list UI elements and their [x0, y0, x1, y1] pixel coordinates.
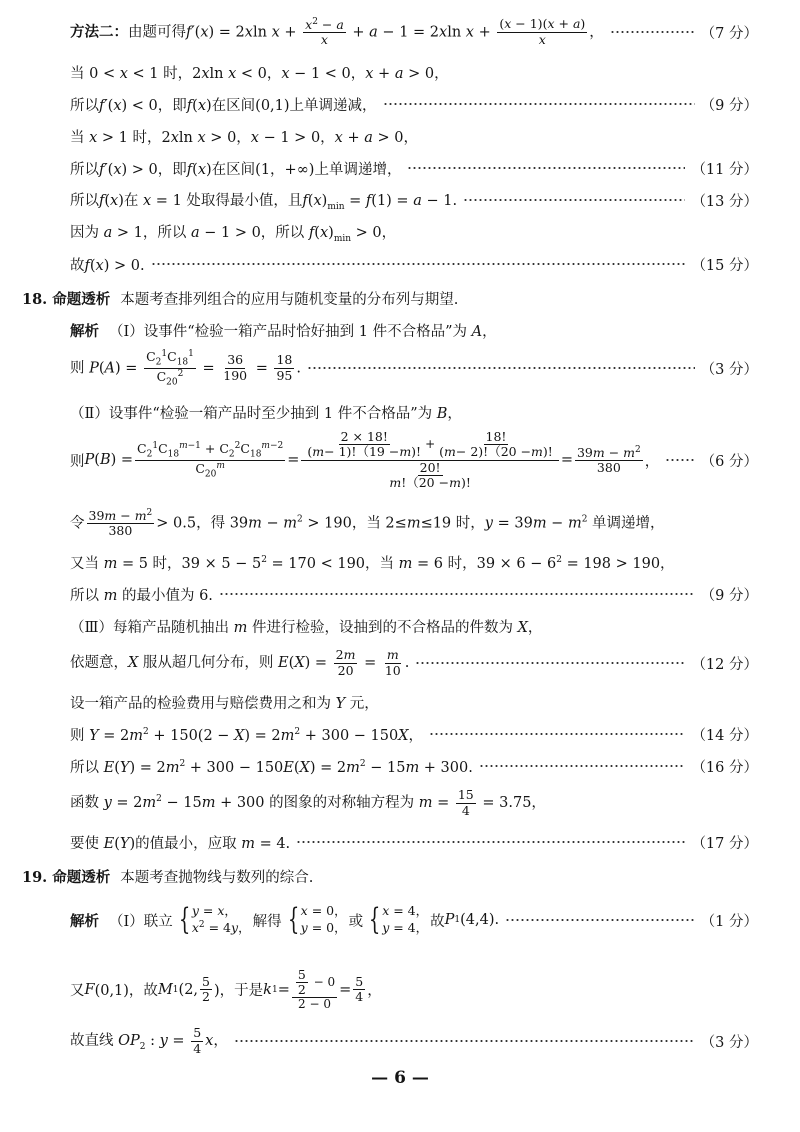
line-positive-min — [70, 218, 758, 246]
line-prob-a — [70, 350, 758, 386]
score-label: （11 分） — [691, 161, 758, 178]
line-text: 所以 m 的最小值为 6. — [70, 587, 213, 604]
dot-leader — [219, 593, 695, 595]
score-label: （3 分） — [700, 361, 758, 378]
score-label: （16 分） — [691, 759, 758, 776]
score-label: （7 分） — [700, 25, 758, 42]
line-axis-symmetry — [70, 786, 758, 820]
dot-leader — [151, 263, 686, 265]
section-19-heading — [22, 862, 758, 890]
dot-leader — [383, 103, 695, 105]
line-part3 — [70, 612, 758, 640]
score-label: （14 分） — [691, 727, 758, 744]
line-text: 函数 $y = 2m^2 - 15m + 300$ 的图象的对称轴方程为 m = $\frac{15}{4}$ = 3.75， — [70, 787, 546, 818]
score-label: （9 分） — [700, 587, 758, 604]
line-min-m — [70, 580, 758, 608]
line-define-y — [70, 688, 758, 716]
score-label: （15 分） — [691, 257, 758, 274]
section-label: 19. 命题透析 — [22, 868, 111, 886]
line-text: 则 $Y = 2m^2 + 150(2 - X) = 2m^2 + 300 - 150X$， — [70, 726, 424, 744]
analysis-label: 解析 — [70, 322, 99, 340]
dot-leader — [429, 733, 685, 735]
dot-leader — [407, 167, 685, 169]
section-18-heading — [22, 284, 758, 312]
dot-leader — [479, 765, 686, 767]
dot-leader — [296, 841, 685, 843]
line-decreasing — [70, 90, 758, 118]
line-text: 依题意，X 服从超几何分布，则 E(X) = $\frac{2m}{20}$ = $\frac{m}{10}$ . — [70, 647, 410, 678]
line-system — [70, 898, 758, 942]
line-conclusion-17 — [70, 250, 758, 278]
line-text: （Ⅱ）设事件“检验一箱产品时至少抽到 1 件不合格品”为 B， — [70, 405, 462, 422]
score-label: （3 分） — [700, 1034, 758, 1051]
section-label: 18. 命题透析 — [22, 290, 111, 308]
line-prob-b — [70, 428, 758, 492]
line-inequality — [70, 506, 758, 540]
score-label: （12 分） — [691, 656, 758, 673]
line-text: 本题考查排列组合的应用与随机变量的分布列与期望. — [120, 291, 459, 308]
line-expectation-x — [70, 646, 758, 680]
analysis-label: 解析 — [70, 912, 99, 930]
line-case-lt1 — [70, 58, 758, 86]
dot-leader — [415, 662, 685, 664]
line-expectation-y — [70, 752, 758, 780]
dot-leader — [463, 199, 685, 201]
score-label: （1 分） — [700, 913, 758, 930]
line-text: 则 P(A) = $\frac{C_2^1C_{18}^1}{C_{20}^2}$ = $\frac{36}{190}$ = $\frac{18}{95}$ . — [70, 348, 301, 388]
line-method2 — [70, 18, 758, 46]
line-check-values — [70, 548, 758, 576]
line-case-gt1 — [70, 122, 758, 150]
line-text: 所以 $E(Y) = 2m^2 + 300 - 150E(X) = 2m^2 - 15m + 300$. — [70, 758, 473, 776]
line-text: 故f(x) > 0. — [70, 257, 145, 274]
dot-leader — [307, 367, 695, 369]
line-text: 所以f′(x) > 0，即f(x)在区间(1，+∞)上单调递增， — [70, 161, 402, 178]
score-label: （9 分） — [700, 97, 758, 114]
line-text: 当 x > 1 时，2xln x > 0，x − 1 > 0，x + a > 0， — [70, 129, 418, 146]
line-y-formula — [70, 720, 758, 748]
dot-leader — [665, 459, 694, 461]
line-text: 所以f′(x) < 0，即f(x)在区间(0,1)上单调递减， — [70, 97, 377, 114]
line-text: 方法二：由题可得f′(x) = 2xln x + $\frac{x^2 - a}{x}$ + a − 1 = 2xln x + $\frac{(x - 1)(x + a)}{x}$ ， — [70, 16, 604, 48]
line-text: （Ⅰ）设事件“检验一箱产品时恰好抽到 1 件不合格品”为 A， — [109, 323, 497, 340]
line-text: 当 0 < x < 1 时，2xln x < 0，x − 1 < 0，x + a > 0， — [70, 65, 449, 82]
line-slope — [70, 962, 758, 1018]
line-text: 因为 a > 1，所以 a − 1 > 0，所以 $f(x)_{min} > 0$， — [70, 224, 397, 244]
line-text: 要使 E(Y)的值最小，应取 m = 4. — [70, 835, 291, 852]
line-text: 设一箱产品的检验费用与赔偿费用之和为 Y 元， — [70, 695, 379, 712]
line-event-a — [70, 316, 758, 344]
line-text: 所以f(x)在 x = 1 处取得最小值，且$f(x)_{min} = f(1) = a - 1$. — [70, 192, 458, 212]
dot-leader — [234, 1040, 695, 1042]
line-minimum — [70, 186, 758, 214]
line-text: （Ⅲ）每箱产品随机抽出 m 件进行检验，设抽到的不合格品的件数为 X， — [70, 619, 543, 636]
line-line-op2 — [70, 1024, 758, 1058]
line-event-b — [70, 398, 758, 426]
line-answer-m — [70, 828, 758, 856]
line-increasing — [70, 154, 758, 182]
line-text: 则 P ( B ) = $\frac{C_2^1C_{18}^{m-1} + C_2^2C_{18}^{m-2}}{C_{20}^m}$ = 2 × 18! ( m − 1)!（19 − m )! + 18! ( m − 2)!（20 − m )! 20! m !（20 − m )! = $\frac{39m - m^2}{380}$ ， — [70, 428, 660, 490]
dot-leader — [505, 919, 695, 921]
dot-leader — [610, 31, 695, 33]
page-number: — 6 — — [371, 1068, 429, 1088]
score-label: （17 分） — [691, 835, 758, 852]
line-text: 故直线 $OP_2$ : y = $\frac{5}{4}$ x， — [70, 1025, 228, 1056]
score-label: （13 分） — [691, 193, 758, 210]
score-label: （6 分） — [700, 453, 758, 470]
line-text: 本题考查抛物线与数列的综合. — [120, 869, 314, 886]
line-text: 又 F (0,1)，故 M 1 (2, $\frac{5}{2}$ )，于是 k 1 = $\frac{5}{2}$ − 0 2 − 0 = $\frac{5}{4}$ ， — [70, 966, 382, 1012]
line-text: （Ⅰ）联立 { y = x， $x^2 = 4y$， 解得 { x = 0， y = 0， 或 { x = 4， y = 4， 故 P 1 (4,4). — [109, 902, 500, 937]
line-text: 又当 m = 5 时，$39 \times 5 - 5^2 = 170 < 190$，当 m = 6 时，$39 \times 6 - 6^2 = 198 > 190$， — [70, 554, 675, 572]
line-text: 令 $\frac{39m - m^2}{380}$ > 0.5，得 $39m - m^2 > 190$，当 2≤m≤19 时，$y = 39m - m^2$ 单调递增， — [70, 507, 665, 539]
